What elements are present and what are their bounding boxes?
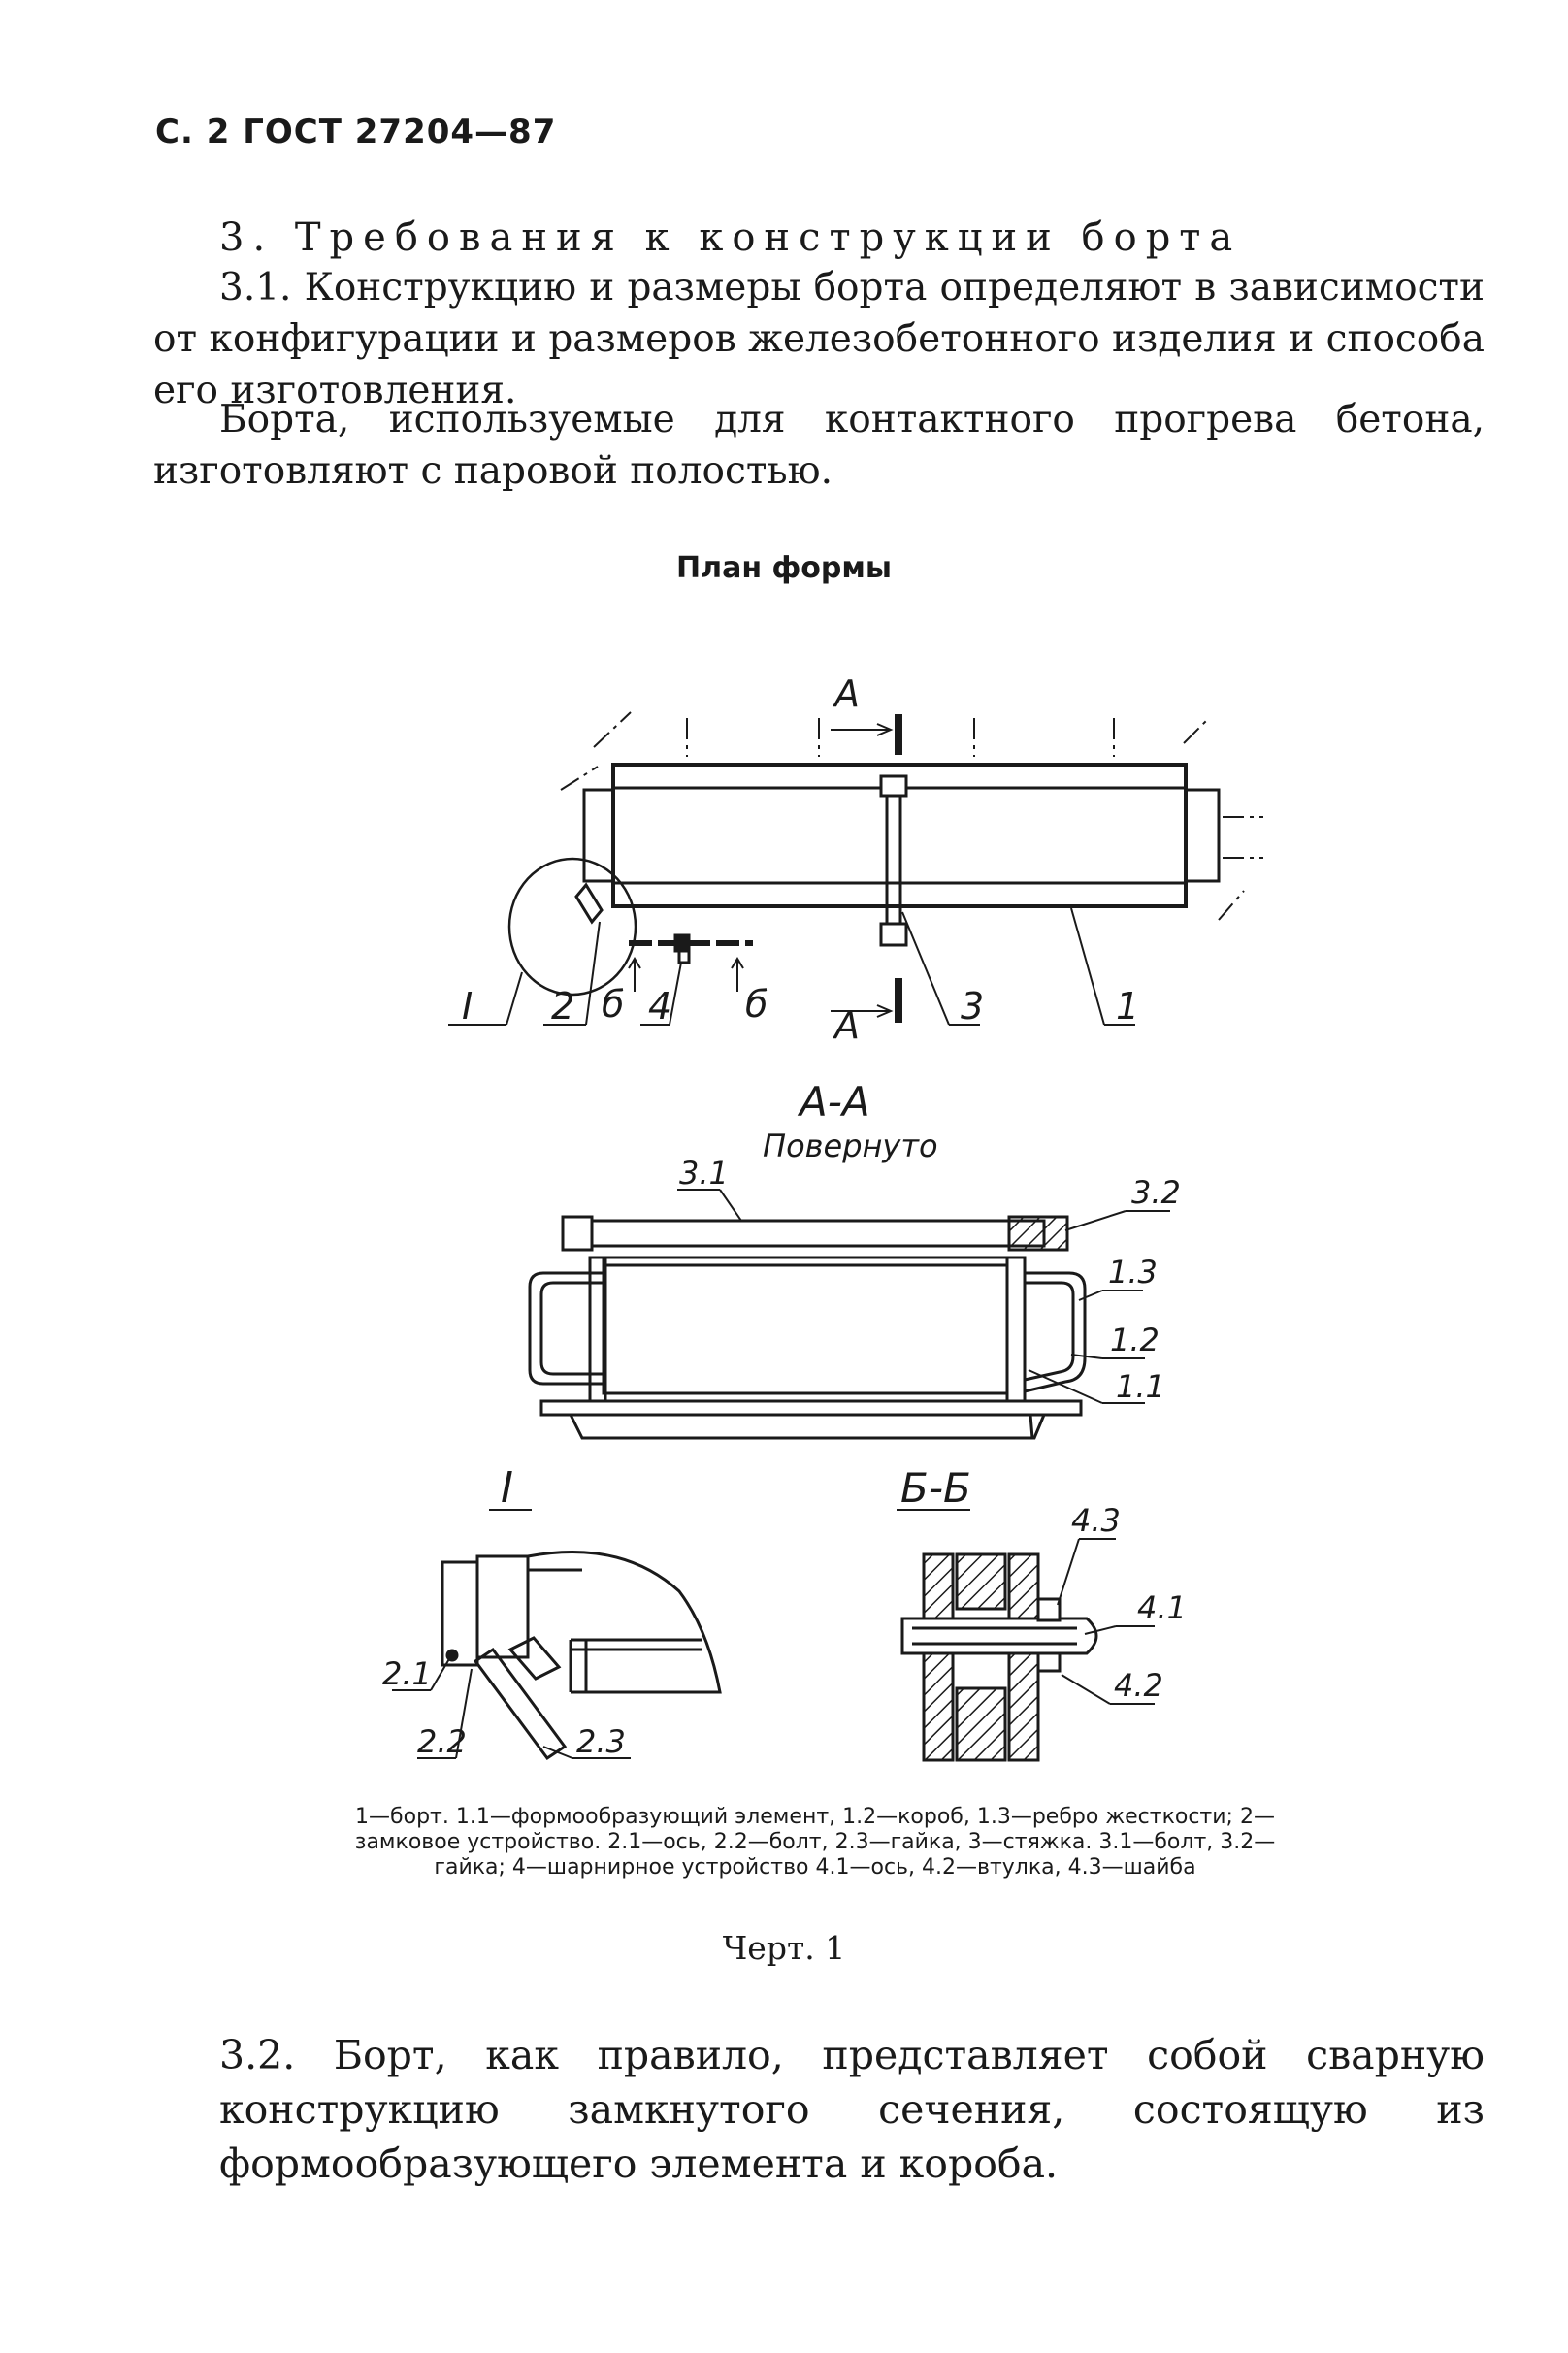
detail-I-title: I — [501, 1463, 513, 1513]
label-2: 2 — [551, 985, 575, 1028]
label-b-right: б — [745, 983, 768, 1026]
label-3-1: 3.1 — [679, 1155, 729, 1192]
figure-legend: 1—борт. 1.1—формообразующий элемент, 1.2—короб, 1.3—ребро жесткости; 2—замковое устройство. 2.1—ось, 2.2—болт, 2.3—гайка, 3—стяжка. 3.1—болт, 3.2—гайка; 4—шарнирное устройство 4.1—ось, 4.2—втулка, 4.3—шайба — [354, 1805, 1276, 1879]
label-4-3: 4.3 — [1071, 1502, 1121, 1539]
page-header: С. 2 ГОСТ 27204—87 — [155, 113, 557, 151]
label-2-1: 2.1 — [382, 1655, 432, 1692]
label-b-left: б — [602, 983, 625, 1026]
paragraph-3-2: 3.2. Борт, как правило, представляет собой сварную конструкцию замкнутого сечения, состоящую из формообразующего элемента и короба. — [219, 2032, 1485, 2187]
plan-view — [509, 714, 1219, 1023]
rotated-note: Повернуто — [763, 1127, 938, 1164]
paragraph-3-1: 3.1. Конструкцию и размеры борта определяют в зависимости от конфигурации и размеров железобетонного изделия и способа его изготовления. — [153, 266, 1485, 412]
figure-title: План формы — [676, 551, 892, 585]
section-aa-title: А-А — [800, 1078, 870, 1126]
section-title: 3. Требования к конструкции борта — [219, 215, 1242, 260]
section-aa — [530, 1217, 1085, 1438]
paragraph-3-1-steam: Борта, используемые для контактного прогрева бетона, изготовляют с паровой полостью. — [153, 398, 1485, 493]
label-3: 3 — [961, 985, 985, 1028]
label-A-bottom: А — [834, 1004, 860, 1047]
section-bb — [902, 1554, 1096, 1760]
label-A-top: А — [834, 672, 860, 715]
label-4: 4 — [648, 985, 672, 1028]
label-3-2: 3.2 — [1131, 1174, 1181, 1211]
label-2-3: 2.3 — [576, 1723, 626, 1760]
label-4-2: 4.2 — [1114, 1667, 1163, 1704]
section-bb-title: Б-Б — [900, 1464, 971, 1512]
label-2-2: 2.2 — [417, 1723, 467, 1760]
figure-caption: Черт. 1 — [722, 1929, 846, 1967]
label-4-1: 4.1 — [1137, 1589, 1187, 1626]
label-1-3: 1.3 — [1108, 1254, 1158, 1291]
label-1-1: 1.1 — [1116, 1368, 1165, 1405]
label-I: I — [462, 985, 474, 1028]
label-1-2: 1.2 — [1110, 1322, 1160, 1358]
label-1: 1 — [1116, 985, 1140, 1028]
